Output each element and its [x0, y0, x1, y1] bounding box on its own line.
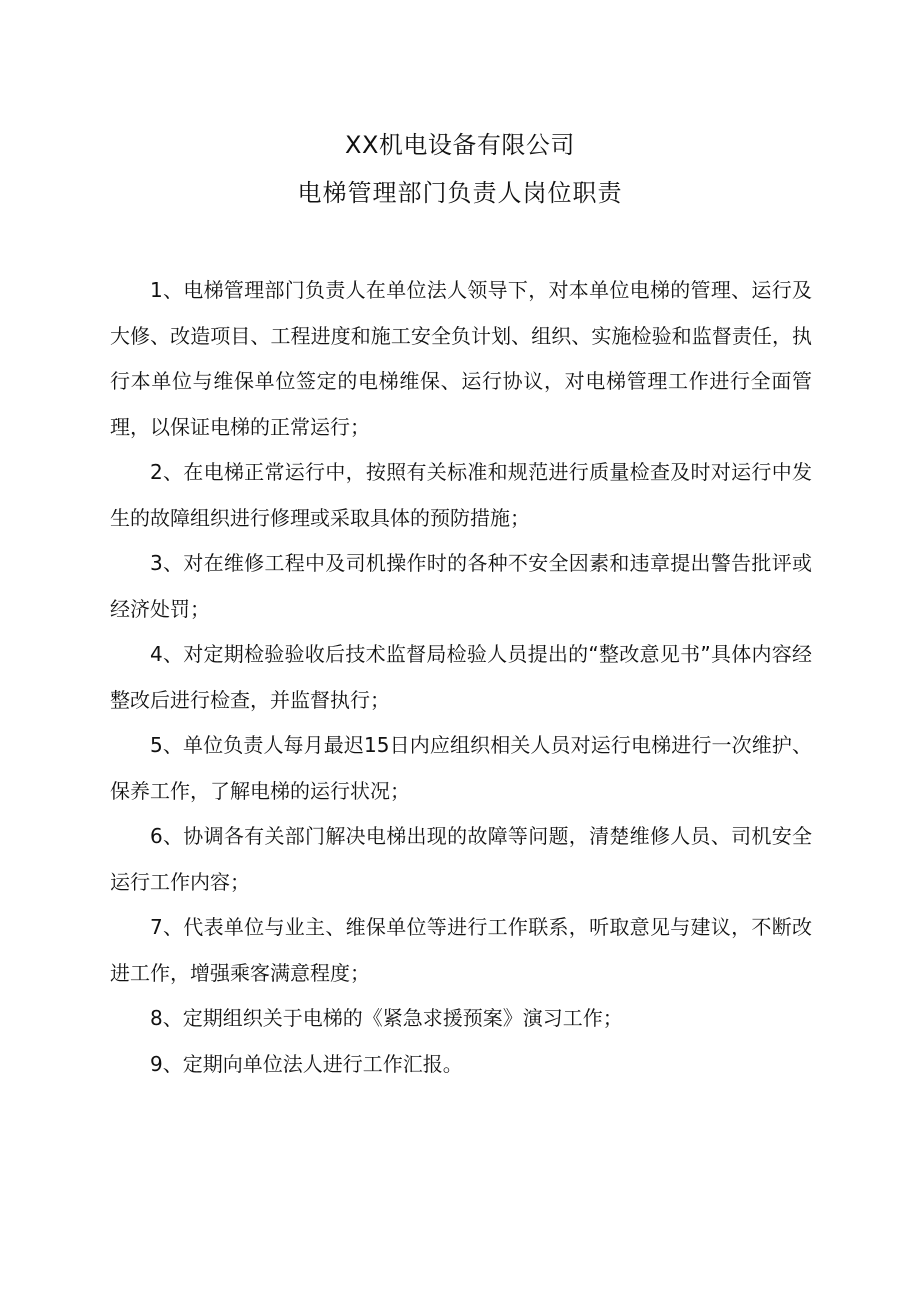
duty-item-9: 9、定期向单位法人进行工作汇报。: [150, 1051, 463, 1076]
document-title: 电梯管理部门负责人岗位职责: [297, 179, 623, 207]
document-header: [0, 127, 920, 211]
duty-item-8: 8、定期组织关于电梯的《紧急求援预案》演习工作；: [150, 1006, 623, 1030]
duties-list: [110, 268, 812, 1087]
duty-item-5: 5、单位负责人每月最迟15日内应组织相关人员对运行电梯进行一次维护、保养工作，了解电梯的运行状况；: [110, 733, 812, 803]
duty-item-3: 3、对在维修工程中及司机操作时的各种不安全因素和违章提出警告批评或经济处罚；: [110, 551, 812, 621]
company-name: XX机电设备有限公司: [345, 131, 575, 159]
duty-item-6: 6、协调各有关部门解决电梯出现的故障等问题，清楚维修人员、司机安全运行工作内容；: [110, 824, 812, 894]
duty-item-7: 7、代表单位与业主、维保单位等进行工作联系，听取意见与建议，不断改进工作，增强乘客满意程度；: [110, 915, 812, 985]
duty-item-2: 2、在电梯正常运行中，按照有关标准和规范进行质量检查及时对运行中发生的故障组织进行修理或采取具体的预防措施；: [110, 460, 812, 530]
duty-item-4: 4、对定期检验验收后技术监督局检验人员提出的“整改意见书”具体内容经整改后进行检查，并监督执行；: [110, 642, 812, 712]
duty-item-1: 1、电梯管理部门负责人在单位法人领导下，对本单位电梯的管理、运行及大修、改造项目、工程进度和施工安全负计划、组织、实施检验和监督责任，执行本单位与维保单位签定的电梯维保、运行协议，对电梯管理工作进行全面管理，以保证电梯的正常运行；: [110, 278, 812, 439]
